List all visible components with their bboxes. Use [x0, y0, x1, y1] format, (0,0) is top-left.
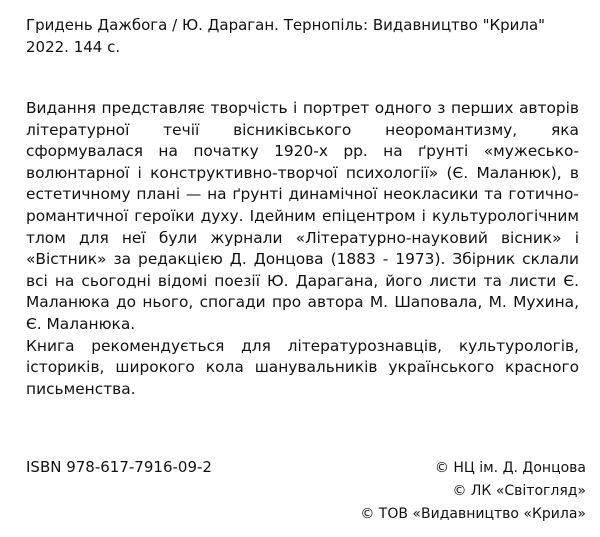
isbn-number: ISBN 978-617-7916-09-2 [26, 458, 212, 476]
bibliographic-line-year-pages: 2022. 144 с. [26, 38, 121, 56]
copyright-block [360, 457, 586, 526]
bibliographic-line-title: Гридень Дажбога / Ю. Дараган. Тернопіль: Видавництво "Крила" [26, 16, 546, 34]
bibliographic-header [26, 14, 586, 58]
abstract-paragraph-description: Видання представляє творчість і портрет одного з перших авторів літературної течії вісниківського неоромантизму, яка сформувалася на початку 1920-х рр. на ґрунті «мужесько-волюнтарної і конструктивно-творчої психології» (Є. Маланюк), в естетичному плані — на ґрунті динамічної неокласики та готично-романтичної героїки духу. Ідейним епіцентром і культурологічним тлом для неї були журнали «Літературно-науковий вісник» і «Вістник» за редакцією Д. Донцова (1883 - 1973). Збірник склали всі на сьогодні відомі поезії Ю. Дарагана, його листи та листи Є. Маланюка до нього, спогади про автора М. Шаповала, М. Мухина, Є. Маланюка. [26, 99, 579, 333]
book-abstract [26, 98, 579, 400]
copyright-line-svitohliad: © ЛК «Світогляд» [452, 483, 586, 499]
abstract-paragraph-recommendation: Книга рекомендується для літературознавців, культурологів, істориків, широкого кола шанувальників українського красного письменства. [26, 336, 579, 398]
copyright-line-kryla: © ТОВ «Видавництво «Крила» [360, 506, 586, 522]
copyright-line-ntss: © НЦ ім. Д. Донцова [434, 460, 586, 476]
